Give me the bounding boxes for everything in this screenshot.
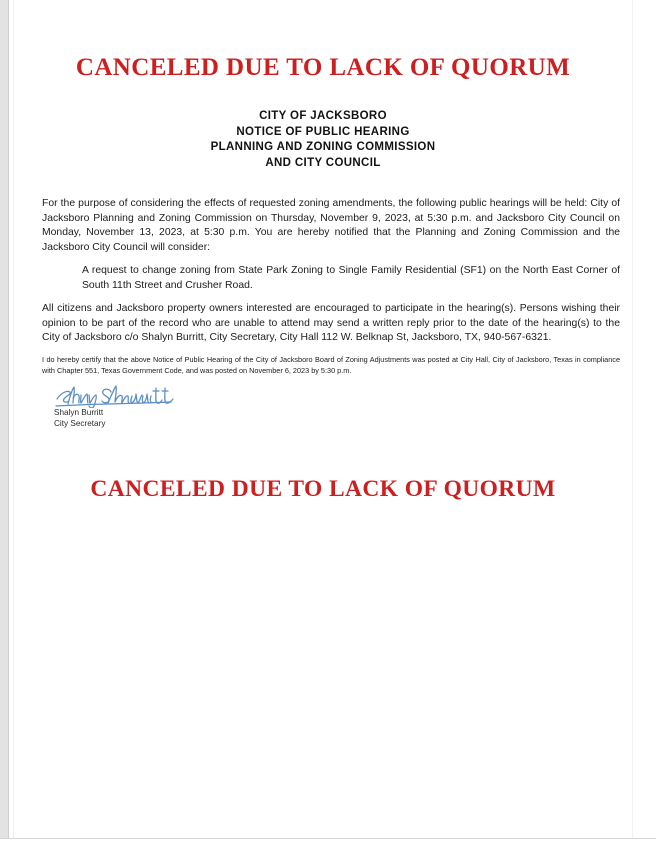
page-edge-shadow-left [0, 0, 8, 838]
paragraph-zoning-request: A request to change zoning from State Park Zoning to Single Family Residential (SF1) on the North East Corner of South 11th Street and Crusher Road. [82, 265, 620, 291]
signature-title: City Secretary [54, 419, 106, 428]
page-border-right [632, 0, 633, 838]
heading-line-commission: PLANNING AND ZONING COMMISSION [210, 141, 436, 153]
notice-heading-block [14, 109, 632, 171]
heading-line-city: CITY OF JACKSBORO [259, 110, 387, 122]
canceled-banner-bottom: CANCELED DUE TO LACK OF QUORUM [90, 476, 556, 502]
handwritten-signature-icon [54, 384, 186, 408]
signature-block [54, 384, 294, 429]
document-page [14, 0, 632, 838]
signature-printed-name: Shalyn Burritt [54, 408, 104, 417]
paragraph-purpose: For the purpose of considering the effects of requested zoning amendments, the following public hearings will be held: City of Jacksboro Planning and Zoning Commission on Thursday, November 9, 2023, at 5:30 p.m. and Jacksboro City Council on Monday, November 13, 2023, at 5:30 p.m. You are hereby notified that the Planning and Zoning Commission and the Jacksboro City Council will consider: [42, 198, 620, 253]
paragraph-citizen-participation: All citizens and Jacksboro property owners interested are encouraged to participate in the hearing(s). Persons wishing their opinion to be part of the record who are unable to attend may send a written reply prior to the date of the hearing(s) to the City of Jacksboro c/o Shalyn Burritt, City Secretary, City Hall 112 W. Belknap St, Jacksboro, TX, 940-567-6321. [42, 303, 620, 344]
paragraph-certification: I do hereby certify that the above Notice of Public Hearing of the City of Jacksboro Board of Zoning Adjustments was posted at City Hall, City of Jacksboro, Texas in compliance with Chapter 551, Texas Government Code, and was posted on November 6, 2023 by 5:30 p.m. [42, 355, 620, 376]
page-border-left [8, 0, 9, 838]
page-border-bottom [0, 838, 656, 839]
heading-line-notice: NOTICE OF PUBLIC HEARING [236, 125, 410, 138]
canceled-banner-top: CANCELED DUE TO LACK OF QUORUM [75, 54, 571, 81]
heading-line-council: AND CITY COUNCIL [265, 156, 381, 169]
